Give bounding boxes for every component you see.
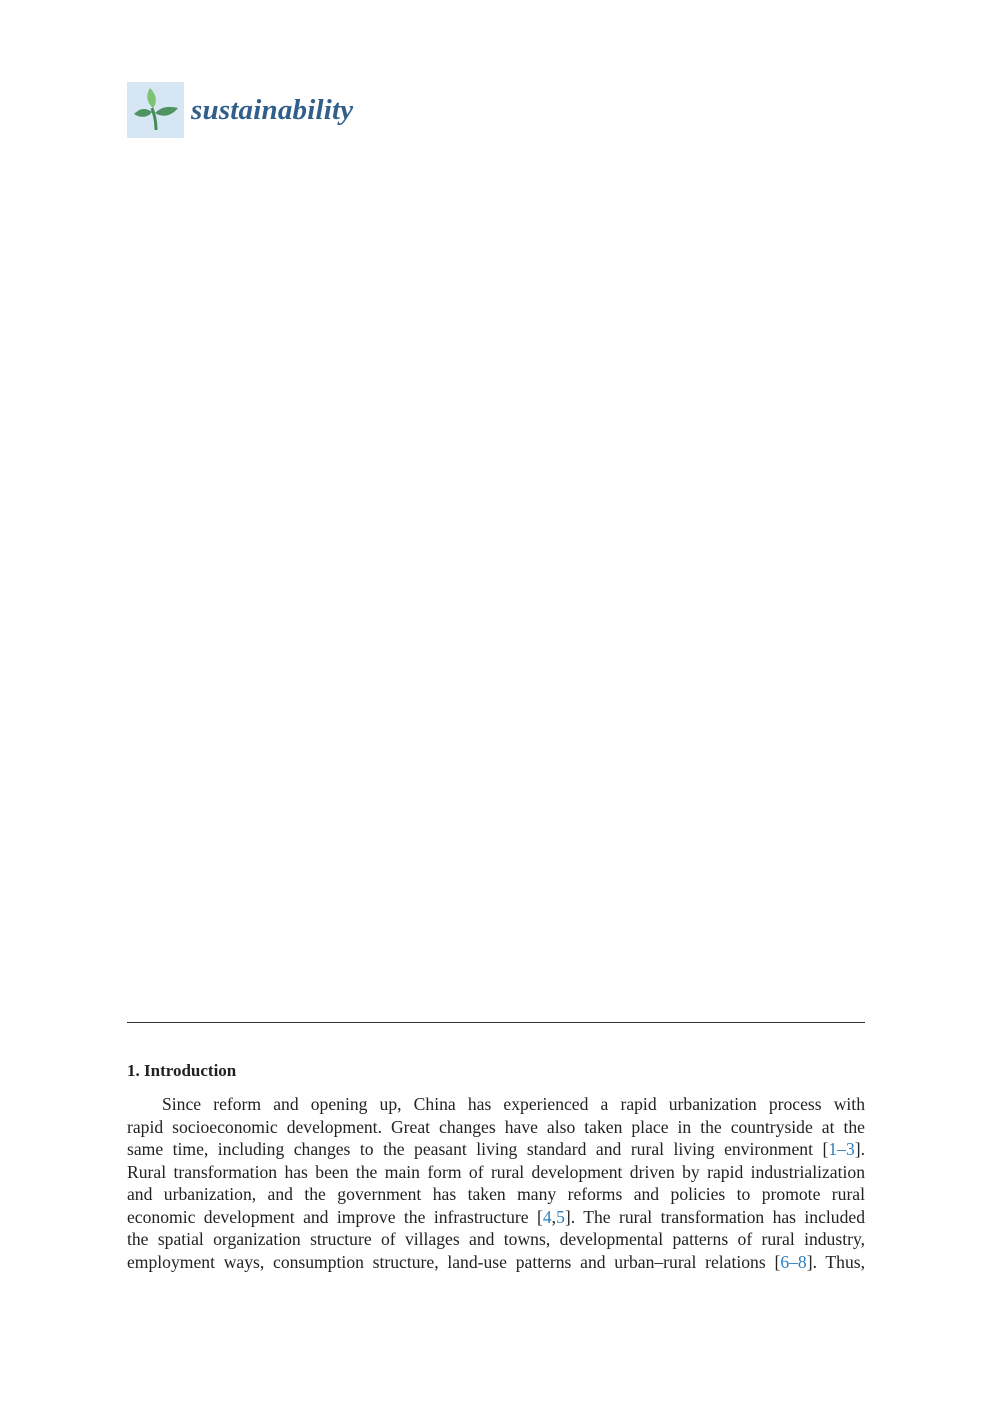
paragraph-line [127,1251,865,1274]
text-segment: , [551,1206,557,1227]
text-segment: employment ways, consumption structure, land-use patterns and urban–rural relations [ [127,1251,781,1272]
paragraph-line [127,1183,865,1206]
citation-link[interactable]: 1–3 [828,1139,855,1159]
citation-link[interactable]: 4 [542,1206,552,1227]
text-segment: and urbanization, and the government has taken many reforms and policies to promote rural [127,1184,865,1204]
text-segment: Since reform and opening up, China has experienced a rapid urbanization process with [162,1094,865,1114]
text-segment: rapid socioeconomic development. Great changes have also taken place in the countryside at the [127,1116,865,1137]
journal-name: sustainability [191,93,354,126]
sprout-leaf-icon [127,82,184,138]
text-segment: economic development and improve the infrastructure [ [127,1206,543,1227]
paragraph-line [127,1206,865,1229]
paragraph-line [127,1138,865,1161]
text-segment: ]. The rural transformation has included [564,1206,866,1227]
paragraph-line [127,1116,865,1139]
divider-line [127,1022,865,1023]
text-segment: the spatial organization structure of villages and towns, developmental patterns of rural industry, [127,1229,865,1249]
paragraph-line [127,1093,865,1116]
journal-logo [127,82,353,138]
citation-link[interactable]: 6–8 [780,1251,807,1272]
paragraph-line [127,1228,865,1251]
text-segment: ]. [854,1139,865,1159]
section-heading: 1. Introduction [127,1061,237,1080]
text-segment: ]. Thus, [806,1251,865,1272]
text-segment: same time, including changes to the peasant living standard and rural living environment [ [127,1139,829,1159]
text-segment: Rural transformation has been the main form of rural development driven by rapid industrialization [127,1161,865,1182]
intro-paragraph [127,1093,865,1273]
paragraph-line [127,1161,865,1184]
citation-link[interactable]: 5 [556,1206,565,1227]
